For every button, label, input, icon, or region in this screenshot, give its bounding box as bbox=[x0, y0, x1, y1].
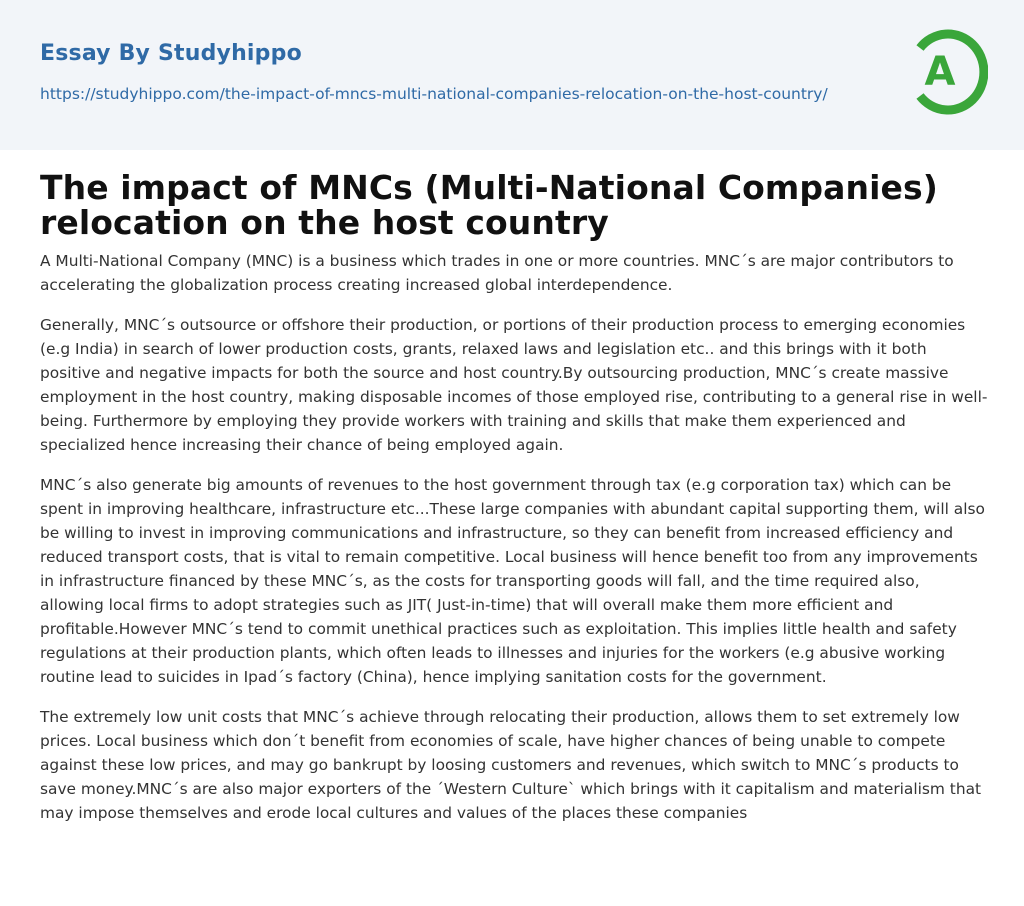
site-header bbox=[0, 0, 1024, 150]
article-body bbox=[40, 249, 988, 841]
site-brand[interactable]: Essay By Studyhippo bbox=[40, 41, 302, 66]
article-url-link[interactable]: https://studyhippo.com/the-impact-of-mncs-multi-national-companies-relocation-on-the-host-country/ bbox=[40, 85, 828, 103]
paragraph-3: MNC´s also generate big amounts of revenues to the host government through tax (e.g corporation tax) which can be spent in improving healthcare, infrastructure etc...These large companies with abundant capital supporting them, will also be willing to invest in improving communications and infrastructure, so they can benefit from increased efficiency and reduced transport costs, that is vital to remain competitive. Local business will hence benefit too from any improvements in infrastructure financed by these MNC´s, as the costs for transporting goods will fall, and the time required also, allowing local firms to adopt strategies such as JIT( Just-in-time) that will overall make them more efficient and profitable.However MNC´s tend to commit unethical practices such as exploitation. This implies little health and safety regulations at their production plants, which often leads to illnesses and injuries for the workers (e.g abusive working routine lead to suicides in Ipad´s factory (China), hence implying sanitation costs for the government. bbox=[40, 476, 985, 686]
logo-letter: A bbox=[924, 49, 956, 95]
studyhippo-logo-icon[interactable] bbox=[904, 28, 988, 116]
article-title: The impact of MNCs (Multi-National Companies) relocation on the host country bbox=[40, 168, 938, 242]
paragraph-2: Generally, MNC´s outsource or offshore their production, or portions of their production process to emerging economies (e.g India) in search of lower production costs, grants, relaxed laws and legislation etc.. and this brings with it both positive and negative impacts for both the source and host country.By outsourcing production, MNC´s create massive employment in the host country, making disposable incomes of those employed rise, contributing to a general rise in well-being. Furthermore by employing they provide workers with training and skills that make them experienced and specialized hence increasing their chance of being employed again. bbox=[40, 316, 988, 454]
paragraph-1: A Multi-National Company (MNC) is a business which trades in one or more countries. MNC´s are major contributors to accelerating the globalization process creating increased global interdependence. bbox=[40, 252, 954, 294]
paragraph-4: The extremely low unit costs that MNC´s achieve through relocating their production, allows them to set extremely low prices. Local business which don´t benefit from economies of scale, have higher chances of being unable to compete against these low prices, and may go bankrupt by loosing customers and revenues, which switch to MNC´s products to save money.MNC´s are also major exporters of the ´Western Culture` which brings with it capitalism and materialism that may impose themselves and erode local cultures and values of the places these companies bbox=[40, 708, 982, 822]
